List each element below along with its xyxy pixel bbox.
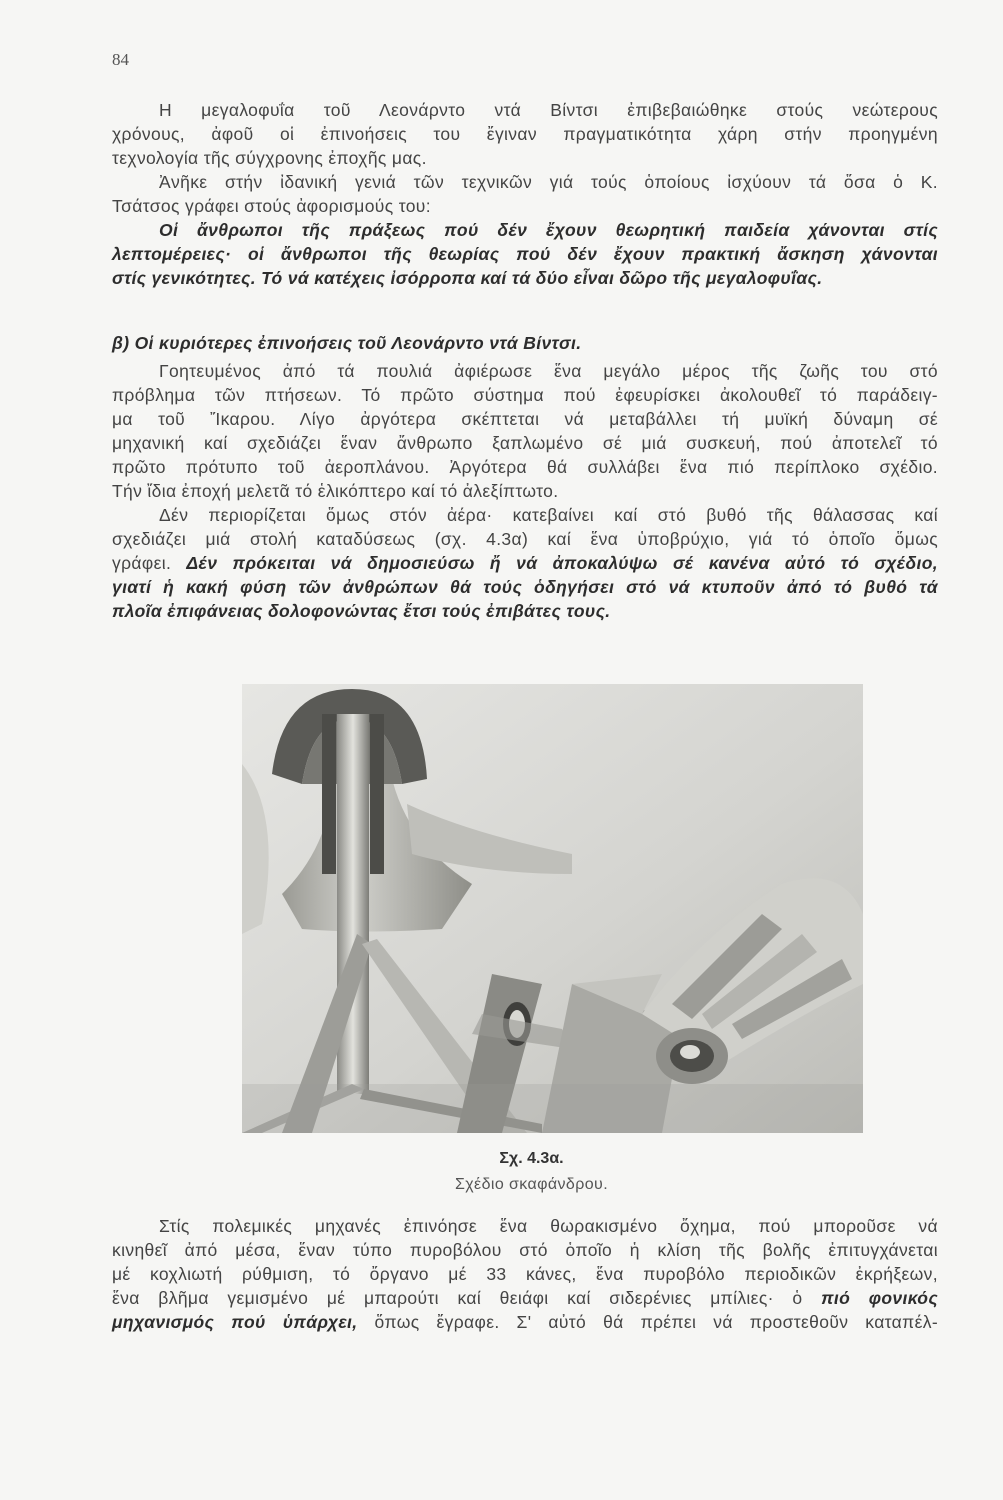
diving-suit-photo [242, 684, 863, 1133]
body-text: γράφει. [112, 553, 187, 573]
inventions-section [112, 331, 938, 623]
body-line: μα τοῦ Ἴκαρου. Λίγο ἀργότερα σκέπτεται νά μεταβάλλει τή μυϊκή δύναμη σέ [112, 409, 938, 429]
emphasized-line: γιατί ἡ κακή φύση τῶν ἀνθρώπων θά τούς ὁδηγήσει στό νά κτυποῦν ἀπό τό βυθό τά [112, 577, 938, 597]
quote-line: στίς γενικότητες. Τό νά κατέχεις ἰσόρροπα καί τά δύο εἶναι δῶρο τῆς μεγαλοφυΐας. [112, 268, 823, 288]
body-line: Τσάτσος γράφει στούς ἀφορισμούς του: [112, 196, 431, 216]
page-number: 84 [112, 50, 129, 69]
body-line: πρῶτο πρότυπο τοῦ ἀεροπλάνου. Ἀργότερα θά συλλάβει ἕνα πιό περίπλοκο σχέδιο. [112, 457, 938, 477]
war-machines-section [112, 1214, 938, 1334]
section-heading: β) Οἱ κυριότερες ἐπινοήσεις τοῦ Λεονάρντο ντά Βίντσι. [112, 333, 582, 353]
body-line: Στίς πολεμικές μηχανές ἐπινόησε ἕνα θωρακισμένο ὄχημα, πού μποροῦσε νά [159, 1216, 938, 1236]
quote-line: Οἱ ἄνθρωποι τῆς πράξεως πού δέν ἔχουν θεωρητική παιδεία χάνονται στίς [159, 220, 938, 240]
emphasized-line: πλοῖα ἐπιφάνειας δολοφονώντας ἔτσι τούς ἐπιβάτες τους. [112, 601, 611, 621]
quote-line: λεπτομέρειες· οἱ ἄνθρωποι τῆς θεωρίας πού δέν ἔχουν πρακτική ἄσκηση χάνονται [112, 244, 938, 264]
body-line: Γοητευμένος ἀπό τά πουλιά ἀφιέρωσε ἕνα μεγάλο μέρος τῆς ζωῆς του στό [159, 361, 938, 381]
figure-caption: Σχέδιο σκαφάνδρου. [454, 1176, 609, 1193]
body-line: τεχνολογία τῆς σύγχρονης ἐποχῆς μας. [112, 148, 427, 168]
body-line [112, 1286, 938, 1310]
body-text: ὅπως ἔγραφε. Σ' αὐτό θά πρέπει νά προστεθοῦν καταπέλ- [357, 1312, 939, 1332]
body-text: ἕνα βλῆμα γεμισμένο μέ μπαρούτι καί θειάφι καί σιδερένιες μπίλιες· ὁ [112, 1288, 803, 1308]
body-line: κινηθεῖ ἀπό μέσα, ἕναν τύπο πυροβόλου στό ὁποῖο ἡ κλίση τῆς βολῆς ἐπιτυγχάνεται [112, 1240, 938, 1260]
body-line: σχεδιάζει μιά στολή καταδύσεως (σχ. 4.3α) καί ἕνα ὑποβρύχιο, γιά τό ὁποῖο ὅμως [112, 529, 938, 549]
body-line: μηχανική καί σχεδιάζει ἕναν ἄνθρωπο ξαπλωμένο σέ μιά συσκευή, πού ἀποτελεῖ τό [112, 433, 938, 453]
body-line: πρόβλημα τῶν πτήσεων. Τό πρῶτο σύστημα πού ἐφευρίσκει ἀκολουθεῖ τό παράδειγ- [112, 385, 938, 405]
body-line [112, 551, 938, 575]
emphasized-text: πιό φονικός [821, 1288, 938, 1308]
body-line [112, 1310, 938, 1334]
body-line: χρόνους, ἀφοῦ οἱ ἐπινοήσεις του ἔγιναν πραγματικότητα χάρη στήν προηγμένη [112, 124, 938, 144]
diving-suit-photo-illustration [242, 684, 863, 1133]
intro-section [112, 98, 938, 290]
body-line: Η μεγαλοφυΐα τοῦ Λεονάρντο ντά Βίντσι ἐπιβεβαιώθηκε στούς νεώτερους [159, 100, 938, 120]
body-line: μέ κοχλιωτή ρύθμιση, τό ὄργανο μέ 33 κάνες, ἕνα πυροβόλο περιοδικῶν ἐκρήξεων, [112, 1264, 938, 1284]
figure-label: Σχ. 4.3α. [499, 1150, 564, 1167]
emphasized-text: μηχανισμός πού ὑπάρχει, [112, 1312, 358, 1332]
body-line: Τήν ἴδια ἐποχή μελετᾶ τό ἑλικόπτερο καί τό ἀλεξίπτωτο. [112, 481, 559, 501]
body-line: Ἀνῆκε στήν ἰδανική γενιά τῶν τεχνικῶν γιά τούς ὁποίους ἰσχύουν τά ὅσα ὁ Κ. [159, 172, 938, 192]
emphasized-text: Δέν πρόκειται νά δημοσιεύσω ἤ νά ἀποκαλύψω σέ κανένα αὐτό τό σχέδιο, [186, 553, 938, 573]
body-line: Δέν περιορίζεται ὅμως στόν ἀέρα· κατεβαίνει καί στό βυθό τῆς θάλασσας καί [159, 505, 938, 525]
